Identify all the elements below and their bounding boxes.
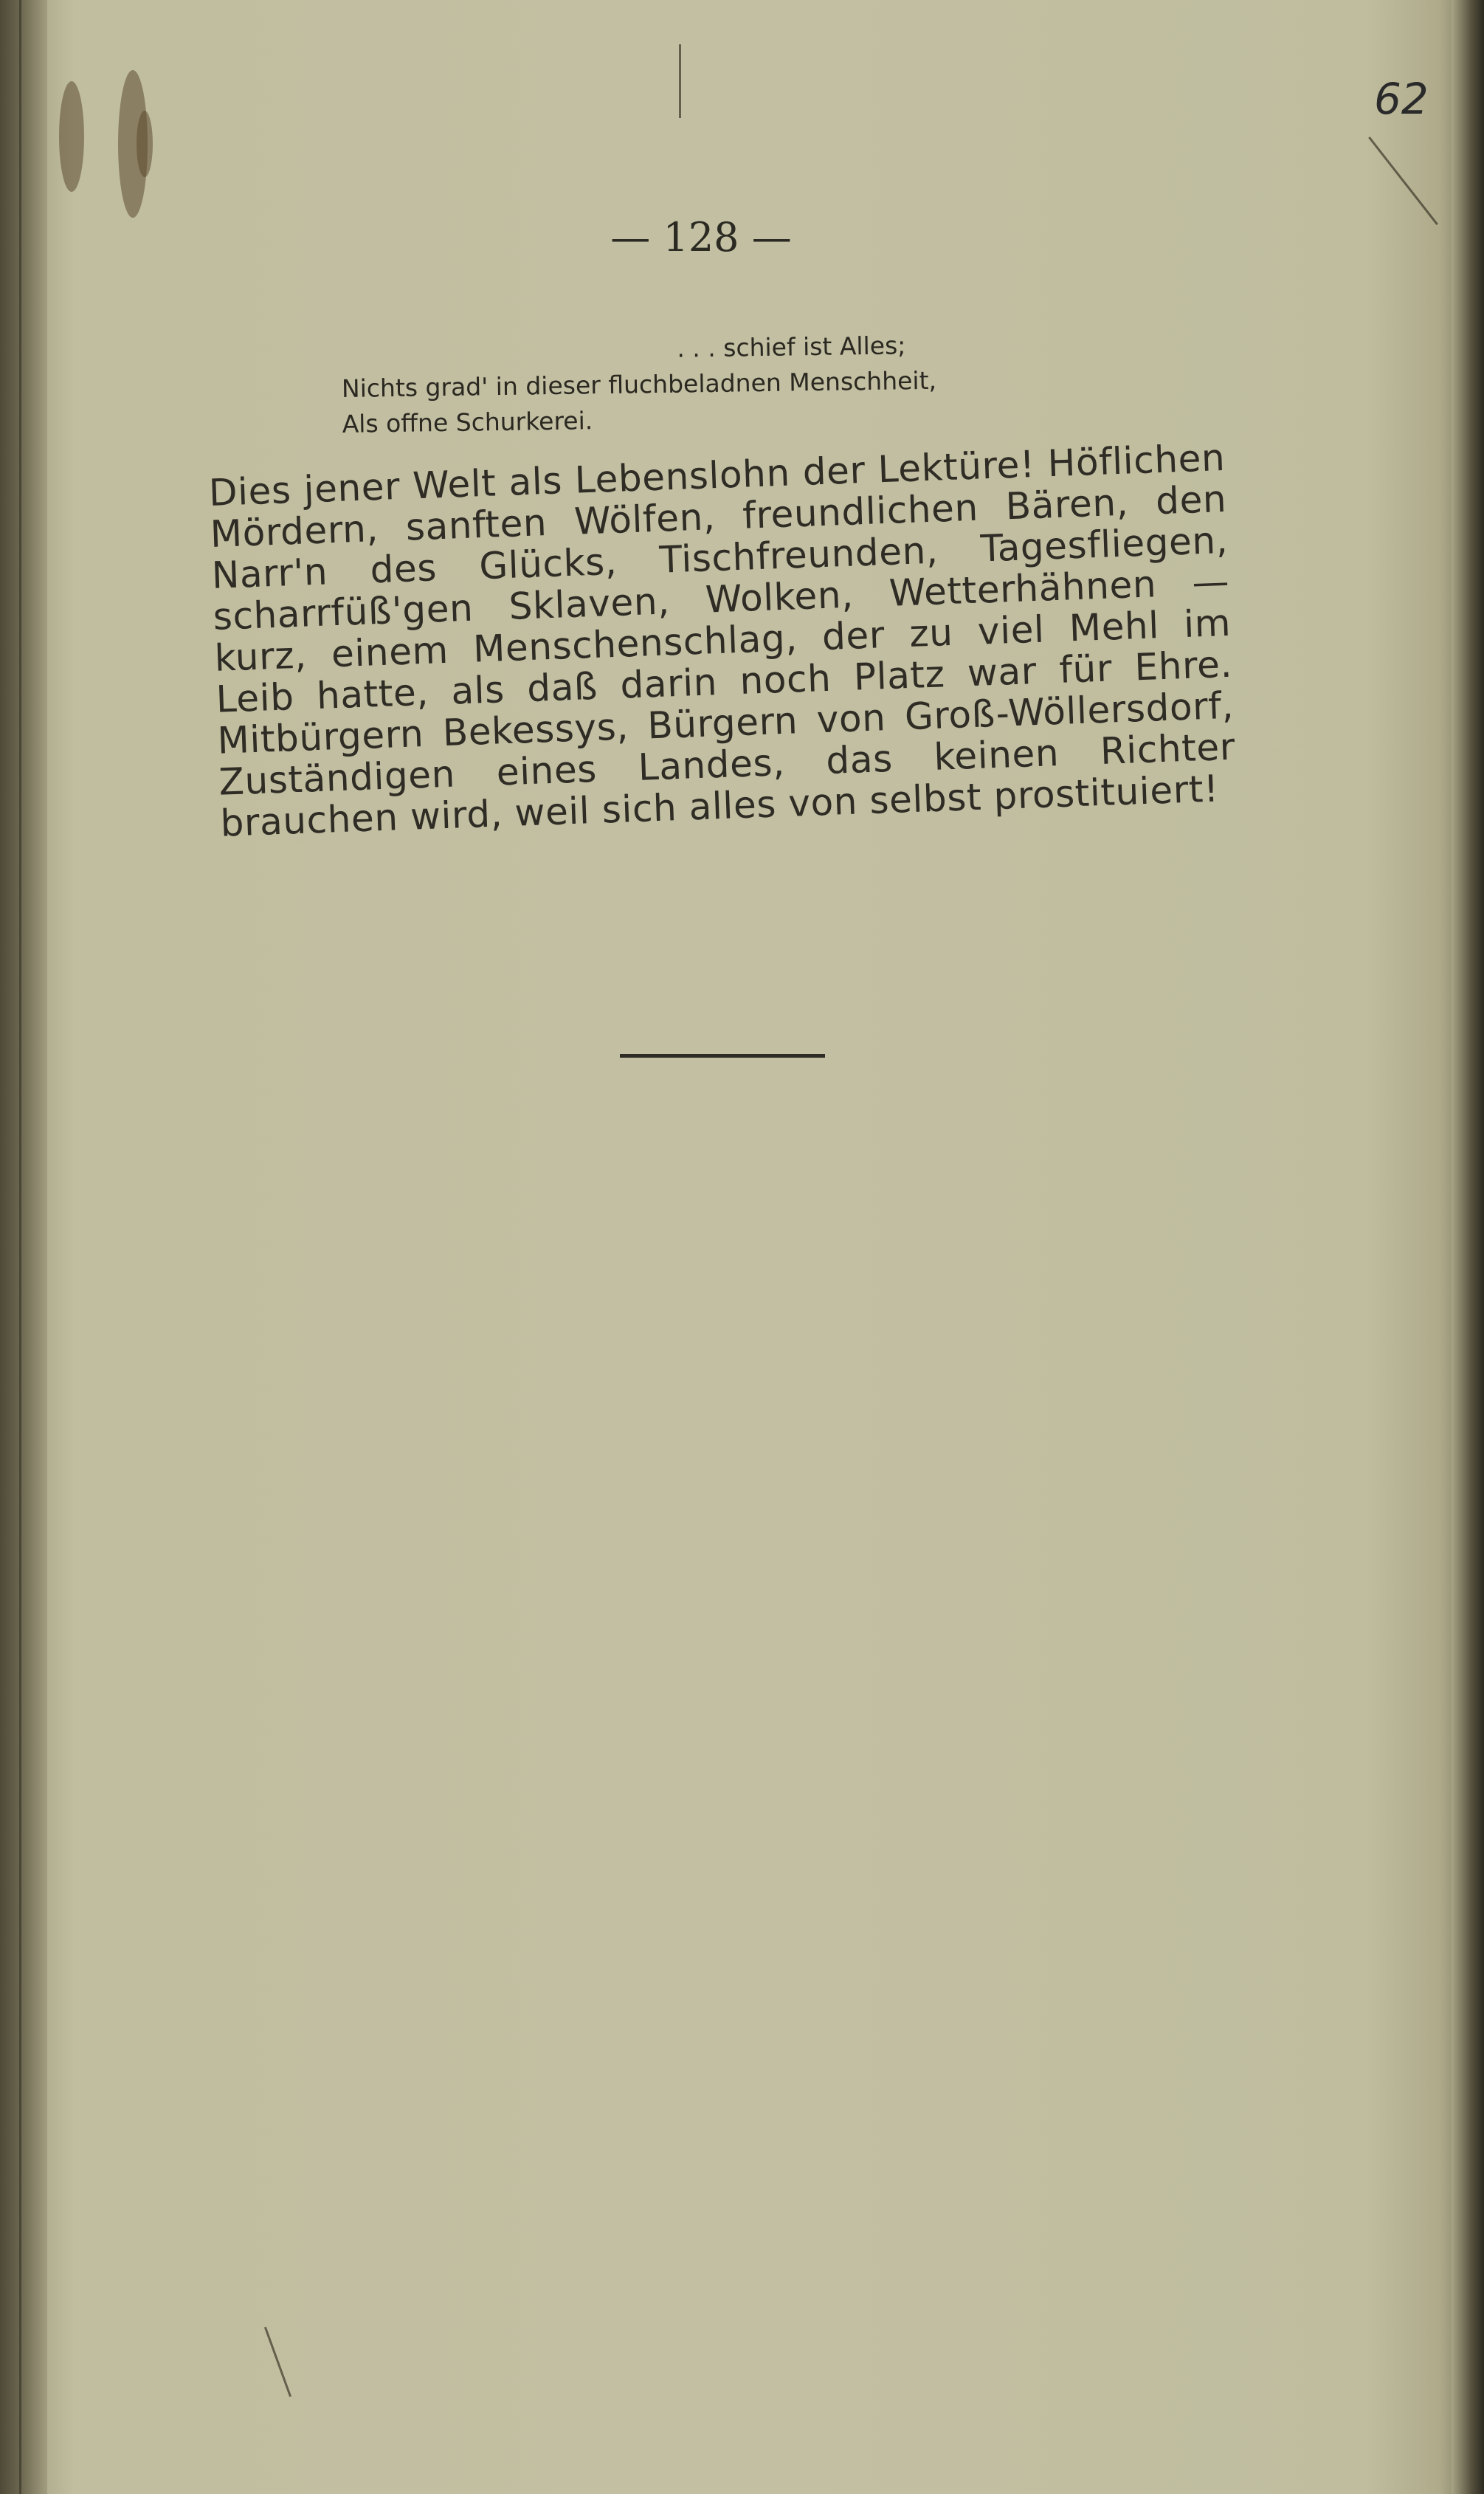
paper-crease bbox=[264, 2327, 291, 2397]
paper-stain bbox=[137, 111, 153, 177]
verse-quote bbox=[341, 325, 1080, 442]
body-paragraph: Dies jener Welt als Lebenslohn der Lektüre! Höflichen Mördern, sanften Wölfen, freundlichen Bären, den Narr'n des Glücks, Tischfreunden, Tagesfliegen, scharrfüß'gen Sklaven, Wolken, Wetterhähnen — kurz, einem Menschenschlag, der zu viel Mehl im Leib hatte, als daß darin noch Platz war für Ehre. Mitbürgern Bekessys, Bürgern von Groß-Wöllersdorf, Zuständigen eines Landes, das keinen Richter brauchen wird, weil sich alles von selbst prostituiert! bbox=[207, 435, 1236, 845]
paper-crease bbox=[679, 44, 681, 118]
quote-line: Nichts grad' in dieser fluchbeladnen Menschheit, bbox=[341, 365, 937, 403]
page-number: — 128 — bbox=[610, 214, 792, 261]
paper-stain bbox=[59, 81, 84, 192]
book-gutter bbox=[0, 0, 47, 2494]
gutter-line bbox=[19, 0, 21, 2494]
handwritten-archive-number: 62 bbox=[1374, 74, 1429, 124]
quote-line: . . . schief ist Alles; bbox=[677, 331, 906, 363]
page-edge-shadow bbox=[1452, 0, 1484, 2494]
quote-line: Als offne Schurkerei. bbox=[342, 406, 593, 438]
end-rule bbox=[620, 1054, 825, 1058]
paper-crease bbox=[1368, 137, 1438, 225]
